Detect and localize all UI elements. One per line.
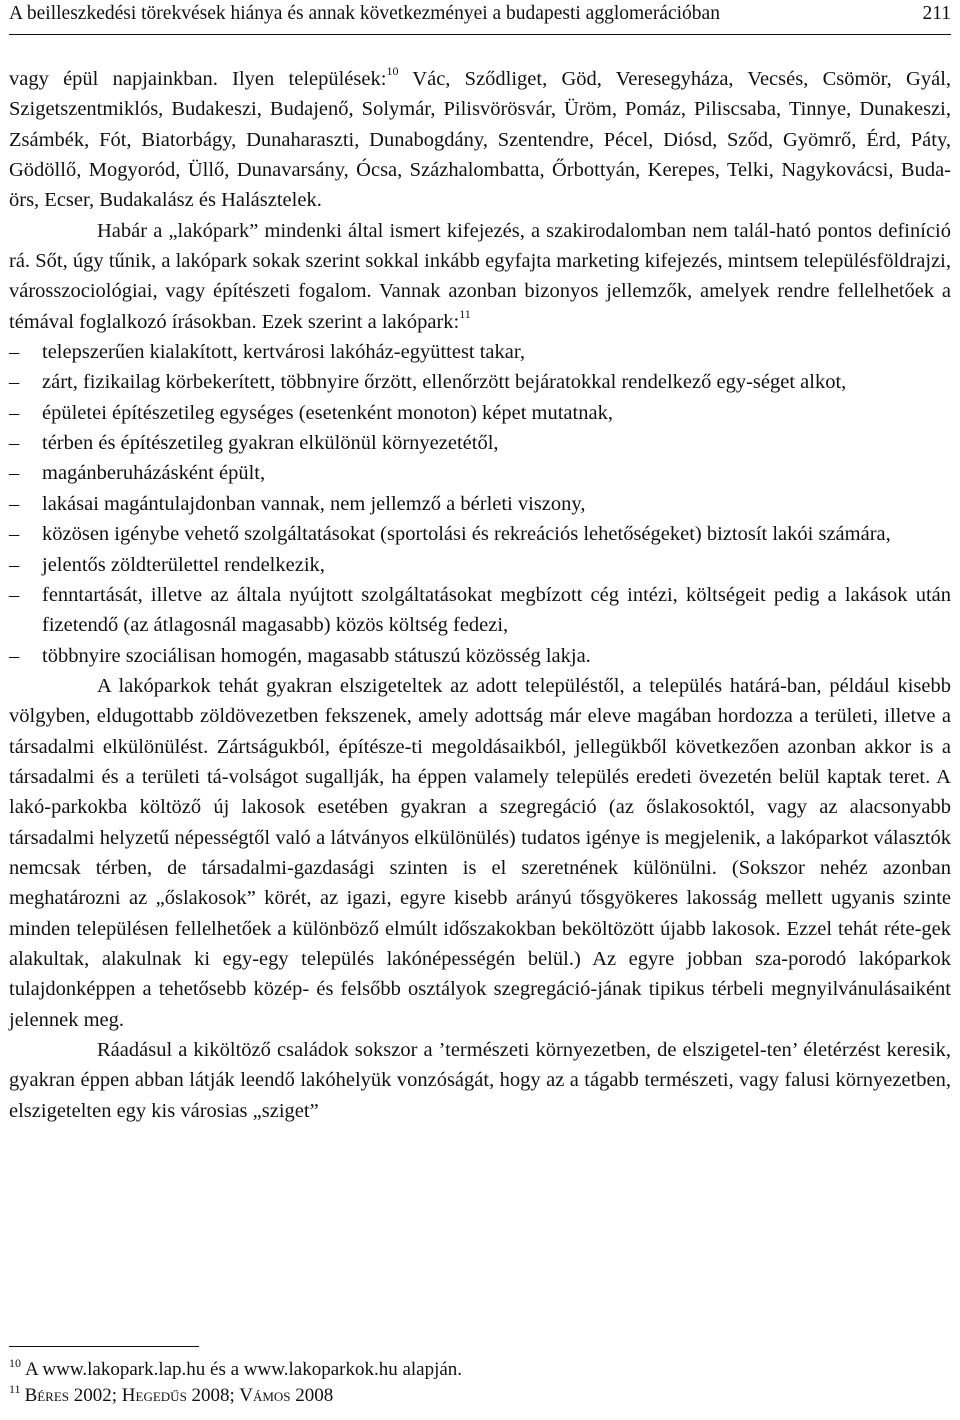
characteristics-list	[9, 337, 951, 671]
list-item	[9, 580, 951, 641]
dash-bullet: –	[9, 523, 20, 546]
footnote-number: 10	[9, 1356, 21, 1370]
list-item	[9, 489, 951, 519]
list-item	[9, 641, 951, 671]
dash-bullet: –	[9, 371, 20, 394]
paragraph-segregation: A lakóparkok tehát gyakran elszigeteltek az adott településtől, a település határá-ban, például kisebb völgyben, eldugottabb zöldövezetben fekszenek, amely adottság már eleve magában hordozza a területi, illetve a társadalmi elkülönülést. Zártságukból, építésze-ti megoldásaikból, jellegükből következően azonban akkor is a társadalmi és a területi tá-volságot sugallják, ha éppen valamely település eredeti övezetén belül kaptak teret. A lakó-parkokba költöző új lakosok esetében gyakran a szegregáció (az őslakosoktól, vagy az alacsonyabb társadalmi helyzetű népességtől való a látványos elkülönülés) tudatos igénye is megjelenik, a lakóparkot választók nemcsak térben, de társadalmi-gazdasági szinten is el szeretnének különülni. (Sokszor nehéz azonban meghatározni az „őslakosok” körét, az igazi, egyre kisebb arányú tősgyökeres lakosság mellett ugyanis szinte minden településen fellelhetőek a különböző elmúlt időszakokban beköltözött újabb lakosok. Ezzel tehát réte-gek alakultak, alakulnak ki egy-egy település lakónépességén belül.) Az egyre jobban sza-porodó lakóparkok tulajdonképpen a tehetősebb közép- és felsőbb osztályok szegregáció-jának tipikus térbeli megnyilvánulásaiként jelennek meg.	[9, 674, 951, 1031]
page-number: 211	[922, 3, 951, 24]
paragraph-definition	[9, 216, 951, 337]
dash-bullet: –	[9, 341, 20, 364]
list-item-text: fenntartását, illetve az általa nyújtott szolgáltatásokat megbízott cég intézi, költségeit pedig a lakások után fizetendő (az átlagosnál magasabb) közös költség fedezi,	[42, 583, 951, 637]
footnote-ref-10[interactable]: 10	[386, 64, 399, 78]
dash-bullet: –	[9, 432, 20, 455]
running-header	[9, 2, 951, 35]
list-item-text: zárt, fizikailag körbekerített, többnyire őrzött, ellenőrzött bejáratokkal rendelkező egy-séget alkot,	[42, 371, 847, 394]
list-item	[9, 519, 951, 549]
footnote-text: Béres 2002; Hegedűs 2008; Vámos 2008	[24, 1385, 334, 1406]
footnote-ref-11[interactable]: 11	[459, 306, 471, 321]
dash-bullet: –	[9, 492, 20, 515]
paragraph-nature: Ráadásul a kiköltöző családok sokszor a ’természeti környezetben, de elszigetel-ten’ életérzést keresik, gyakran éppen abban látják leendő lakóhelyük vonzóságát, hogy az a tágabb természeti, vagy falusi környezetben, elszigetelten egy kis városias „sziget”	[9, 1039, 951, 1122]
list-item-text: épületei építészetileg egységes (esetenként monoton) képet mutatnak,	[42, 401, 613, 424]
list-item-text: telepszerűen kialakított, kertvárosi lakóház-együttest takar,	[42, 341, 526, 364]
list-item	[9, 458, 951, 488]
footnotes	[9, 1346, 951, 1409]
paragraph-settlements-text-a: vagy épül napjainkban. Ilyen települések:	[9, 68, 387, 90]
list-item-text: lakásai magántulajdonban vannak, nem jellemző a bérleti viszony,	[42, 492, 586, 515]
running-title: A beilleszkedési törekvések hiánya és annak következményei a budapesti agglomerációban	[9, 3, 720, 24]
list-item	[9, 398, 951, 428]
list-item-text: többnyire szociálisan homogén, magasabb státuszú közösség lakja.	[42, 644, 591, 667]
footnote-divider	[9, 1346, 199, 1347]
paragraph-definition-text: Habár a „lakópark” mindenki által ismert kifejezés, a szakirodalomban nem talál-ható pontos definíció rá. Sőt, úgy tűnik, a lakópark sokak szerint sokkal inkább egyfajta marketing kifejezés, mintsem településföldrajzi, városszociológiai, vagy építészeti fogalom. Vannak azonban bizonyos jellemzők, amelyek rendre fellelhetőek a témával foglalkozó írásokban. Ezek szerint a lakópark:	[9, 219, 951, 333]
list-item	[9, 428, 951, 458]
list-item	[9, 337, 951, 367]
dash-bullet: –	[9, 401, 20, 424]
list-item	[9, 367, 951, 397]
dash-bullet: –	[9, 462, 20, 485]
paragraph-settlements-text-b: Vác, Sződliget, Göd, Veresegyháza, Vecsés, Csömör, Gyál, Szigetszentmiklós, Budakeszi, Budajenő, Solymár, Pilisvörösvár, Üröm, Pomáz, Piliscsaba, Tinnye, Dunakeszi, Zsámbék, Fót, Biatorbágy, Dunaharaszti, Dunabogdány, Szentendre, Pécel, Diósd, Sződ, Gyömrő, Érd, Páty, Gödöllő, Mogyoród, Üllő, Dunavarsány, Ócsa, Százhalombatta, Őrbottyán, Kerepes, Telki, Nagykovácsi, Buda-örs, Ecser, Budakalász és Halásztelek.	[9, 68, 952, 212]
footnote-11	[9, 1383, 951, 1409]
list-item-text: közösen igénybe vehető szolgáltatásokat (sportolási és rekreációs lehetőségeket) biztosít lakói számára,	[42, 523, 891, 546]
list-item-text: térben és építészetileg gyakran elkülönül környezetétől,	[42, 432, 499, 455]
dash-bullet: –	[9, 583, 20, 606]
main-text	[9, 64, 951, 1126]
list-item	[9, 550, 951, 580]
footnote-text: A www.lakopark.lap.hu és a www.lakoparkok.hu alapján.	[25, 1359, 463, 1380]
list-item-text: jelentős zöldterülettel rendelkezik,	[42, 553, 325, 576]
paragraph-settlements	[9, 64, 951, 216]
dash-bullet: –	[9, 644, 20, 667]
list-item-text: magánberuházásként épült,	[42, 462, 266, 485]
footnote-10	[9, 1357, 951, 1383]
footnote-number: 11	[9, 1382, 21, 1396]
dash-bullet: –	[9, 553, 20, 576]
